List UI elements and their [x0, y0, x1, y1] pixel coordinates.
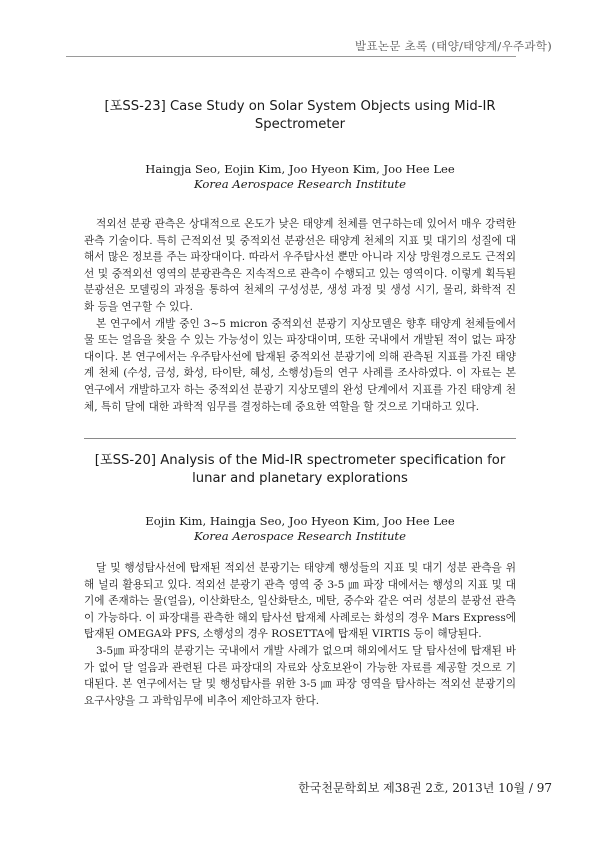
- abstract-affiliation: Korea Aerospace Research Institute: [194, 529, 406, 543]
- abstract-body: [84, 216, 516, 415]
- abstract-body: [84, 560, 516, 709]
- abstract-title-text: Analysis of the Mid-IR spectrometer specification for lunar and planetary explorations: [160, 453, 506, 486]
- running-header: 발표논문 초록 (태양/태양계/우주과학): [355, 39, 552, 53]
- abstract-title: [84, 98, 516, 134]
- abstract-paragraph: 달 및 행성탐사선에 탑재된 적외선 분광기는 태양계 행성들의 지표 및 대기 성분 관측을 위해 널리 활용되고 있다. 적외선 분광기 관측 영역 중 3-5 ㎛ 파장 대에서는 행성의 지표 및 대기에 존재하는 물(얼음), 이산화탄소, 일산화탄소, 메탄, 중수와 같은 여러 성분의 분광선 관측이 가능하다. 이 파장대를 관측한 해외 탐사선 탑재체 사례로는 화성의 경우 Mars Express에 탑재된 OMEGA와 PFS, 소행성의 경우 ROSETTA에 탑재된 VIRTIS 등이 해당된다.: [84, 562, 516, 641]
- abstract-title: [84, 452, 516, 488]
- abstract-code: [포SS-23]: [104, 99, 166, 114]
- abstract-ss20: [84, 452, 516, 709]
- abstract-code: [포SS-20]: [94, 453, 157, 468]
- abstract-authors: Eojin Kim, Haingja Seo, Joo Hyeon Kim, Joo Hee Lee: [145, 514, 455, 528]
- page-footer: 한국천문학회보 제38권 2호, 2013년 10월 / 97: [298, 781, 552, 795]
- abstract-authors: Haingja Seo, Eojin Kim, Joo Hyeon Kim, Joo Hee Lee: [145, 162, 455, 176]
- abstract-paragraph: 3-5㎛ 파장대의 분광기는 국내에서 개발 사례가 없으며 해외에서도 달 탐사선에 탑재된 바가 없어 달 얼음과 관련된 다른 파장대의 자료와 상호보완이 가능한 자료를 제공할 것으로 기대된다. 본 연구에서는 달 및 행성탐사를 위한 3-5 ㎛ 파장 영역을 탐사하는 적외선 분광기의 요구사양을 그 과학임무에 비추어 제안하고자 한다.: [84, 644, 516, 707]
- abstract-affiliation: Korea Aerospace Research Institute: [194, 177, 406, 191]
- abstract-title-text: Case Study on Solar System Objects using Mid-IR Spectrometer: [169, 99, 496, 132]
- abstract-ss23: [84, 98, 516, 415]
- abstract-paragraph: 본 연구에서 개발 중인 3~5 micron 중적외선 분광기 지상모델은 향후 태양계 천체들에서 물 또는 얼음을 찾을 수 있는 가능성이 있는 파장대이며, 또한 국내에서 개발된 적이 없는 파장대이다. 본 연구에서는 우주탐사선에 탑재된 중적외선 분광기에 의해 관측된 지표를 가진 태양계 천체 (수성, 금성, 화성, 타이탄, 혜성, 소행성)들의 연구 사례를 조사하였다. 이 자료는 본 연구에서 개발하고자 하는 중적외선 분광기 지상모델의 완성 단계에서 지표를 가진 태양계 천체, 특히 달에 대한 과학적 임무를 결정하는데 중요한 역할을 할 것으로 기대하고 있다.: [84, 317, 516, 413]
- abstract-paragraph: 적외선 분광 관측은 상대적으로 온도가 낮은 태양계 천체를 연구하는데 있어서 매우 강력한 관측 기술이다. 특히 근적외선 및 중적외선 분광선은 태양계 천체의 지표 및 대기의 성질에 대해서 많은 정보를 주는 파장대이다. 따라서 우주탐사선 뿐만 아니라 지상 망원경으로도 근적외선 및 중적외선 영역의 분광관측은 지속적으로 관측이 수행되고 있는 영역이다. 이렇게 획득된 분광선은 모델링의 과정을 통하여 천체의 구성성분, 생성 과정 및 생성 시기, 물리, 화학적 진화 등을 연구할 수 있다.: [84, 218, 516, 313]
- section-divider: [84, 438, 516, 439]
- header-divider: [66, 56, 516, 57]
